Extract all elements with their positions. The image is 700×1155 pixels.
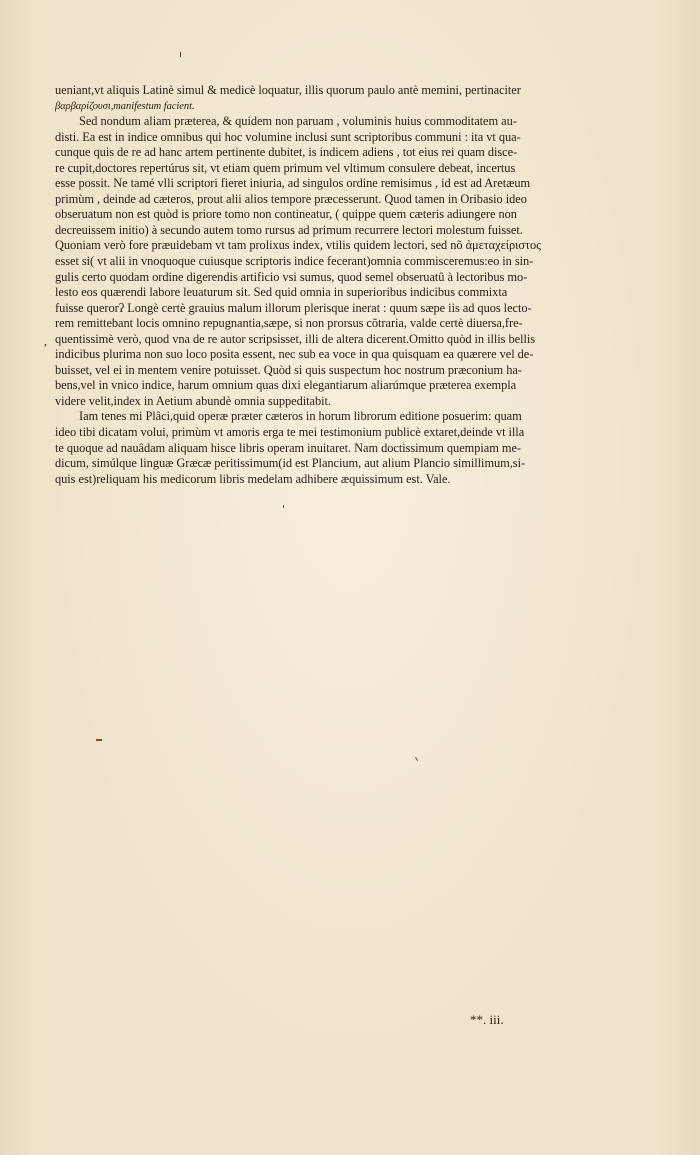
text-line: decreuissem initio) à secundo autem tomo rursus ad primum recurrere lectori molestum fuisset.	[55, 222, 523, 237]
text-line: Quoniam verò fore præuidebam vt tam prolixus index, vtilis quidem lectori, sed nõ ἀμεταχείριστος	[55, 238, 541, 253]
text-line: quis est)reliquam his medicorum libris medelam adhibere æquissimum est. Vale.	[55, 471, 451, 486]
red-ink-mark	[96, 739, 102, 741]
latin-text-body	[55, 83, 570, 487]
paper-speck	[283, 505, 284, 508]
signature-mark: **. iii.	[470, 1012, 504, 1027]
text-line: esset si( vt alii in vnoquoque cuiusque scriptoris indice fecerant)omnia commisceremus:eo in sin-	[55, 254, 534, 269]
text-line: obseruatum non est quòd is priore tomo non contineatur, ( quippe quem cæteris adiungere non	[55, 207, 517, 222]
text-line: esse possit. Ne tamé vlli scriptori fieret iniuria, ad singulos ordine remisimus , id est ad Aretæum	[55, 176, 531, 191]
text-line: cunque quis de re ad hanc artem pertinente dubitet, is indicem adiens , tot eius rei quam disce-	[55, 145, 518, 160]
text-line: indicibus plurima non suo loco posita essent, nec sub ea voce in qua quisquam ea quærere vel de-	[55, 347, 534, 362]
text-line: re cupit,doctores repertúrus sit, vt etiam quem primum vel vltimum consulere debeat, incertus	[55, 160, 516, 175]
text-line: bens,vel in vnico indice, harum omnium quas dixi elegantiarum aliarúmque præterea exempla	[55, 378, 517, 393]
paragraph-start-line: Iam tenes mi Plâci,quid operæ præter cæteros in horum librorum editione posuerim: quam	[79, 409, 522, 424]
text-line: dicum, simúlque linguæ Græcæ peritissimum(id est Plancium, aut alium Plancio simillimum,si-	[55, 456, 526, 471]
text-line: rem remittebant locis omnino repugnantia,sæpe, si non prorsus cõtraria, valde certè diuersa,fre-	[55, 316, 523, 331]
paper-speck	[180, 52, 181, 57]
text-line: ideo tibi dicatam volui, primùm vt amoris erga te mei testimonium publicè extaret,deinde vt illa	[55, 425, 525, 440]
text-line: buisset, vel ei in mentem venire potuisset. Quòd si quis suspectum hoc nostrum præconium ha-	[55, 362, 522, 377]
text-line: primùm , deinde ad cæteros, prout alii alios tempore præcesserunt. Quod tamen in Oribasio ideo	[55, 191, 527, 206]
margin-mark: ,	[44, 334, 47, 348]
text-line: te quoque ad nauâdam aliquam hisce libris operam inuitaret. Nam doctissimum quempiam me-	[55, 440, 521, 455]
text-line: disti. Ea est in indice omnibus qui hoc volumine inclusi sunt scriptoribus communi : ita vt qua-	[55, 129, 521, 144]
text-line: quentissimè verò, quod vna de re autor scripsisset, illi de altera dicerent.Omitto quòd in illis bellis	[55, 331, 536, 346]
text-line: lesto eos quærendi labore leuaturum sit. Sed quid omnia in superioribus indicibus commixta	[55, 285, 508, 300]
text-line: fuisse querorʔ Longè certè grauius malum illorum plerisque inerat : quum sæpe iis ad quos lecto-	[55, 300, 532, 315]
text-line-greek: βαρβαρίζουσι,manifestum facient.	[55, 100, 195, 112]
paragraph-start-line: Sed nondum aliam præterea, & quidem non paruam , voluminis huius commoditatem au-	[79, 114, 517, 129]
text-line: gulis certo quodam ordine digerendis artificio vsi sumus, quod semel obseruatû à lectoribus mo-	[55, 269, 528, 284]
text-line: videre velit,index in Aetium abundè omnia suppeditabit.	[55, 393, 331, 408]
text-line: ueniant,vt aliquis Latinè simul & medicè loquatur, illis quorum paulo antè memini, pertinaciter	[55, 83, 521, 97]
paper-speck	[415, 757, 418, 761]
